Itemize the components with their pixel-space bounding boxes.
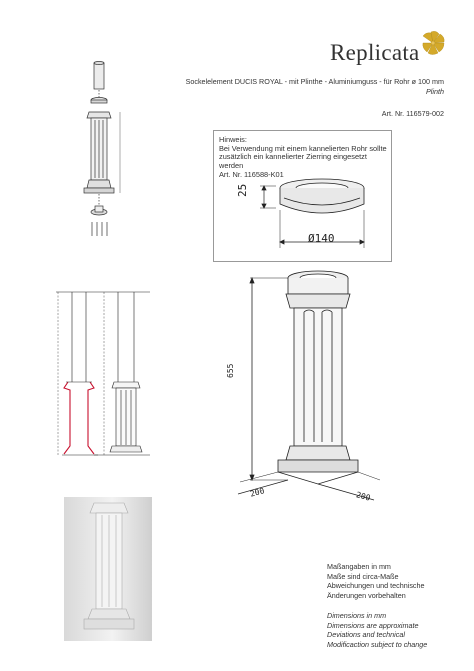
hint-text: [219, 136, 391, 180]
hint-article: Art. Nr. 116588-K01: [219, 169, 284, 179]
ring-height-label: 25: [236, 183, 249, 197]
notes-german: [327, 562, 425, 600]
article-number: Art. Nr. 116579-002: [381, 109, 444, 118]
note-line: Deviations and technical: [327, 630, 405, 640]
hint-line: zusätzlich ein kannelierter Zierring eingesetzt werden: [219, 152, 367, 171]
note-line: Modificaction subject to change: [327, 639, 428, 649]
brand-logo-text: Replicata: [330, 40, 420, 65]
main-column-drawing: [228, 268, 388, 512]
note-line: Abweichungen und technische: [327, 581, 425, 591]
note-line: Maßangaben in mm: [327, 562, 391, 571]
column-width-left-label: 200: [249, 486, 266, 499]
exploded-assembly-drawing: [78, 60, 138, 240]
cross-section-drawing: [54, 290, 154, 460]
hint-heading: Hinweis:: [219, 135, 247, 144]
gold-ornament-icon: [420, 30, 446, 56]
note-line: Maße sind circa-Maße: [327, 571, 399, 581]
product-title: Sockelelement DUCIS ROYAL - mit Plinthe - Aluminiumguss - für Rohr ø 100 mm: [185, 77, 444, 86]
hint-line: Bei Verwendung mit einem kannelierten Rohr sollte: [219, 143, 387, 153]
note-line: Dimensions are approximate: [327, 620, 419, 630]
product-subtitle: Plinth: [426, 87, 444, 96]
notes-english: [327, 611, 427, 649]
product-photo-column: [64, 497, 152, 641]
ring-diameter-label: Ø140: [308, 232, 335, 245]
column-height-label: 655: [226, 363, 235, 378]
note-line: Änderungen vorbehalten: [327, 590, 406, 600]
column-width-right-label: 200: [355, 490, 372, 503]
note-line: Dimensions in mm: [327, 611, 387, 620]
